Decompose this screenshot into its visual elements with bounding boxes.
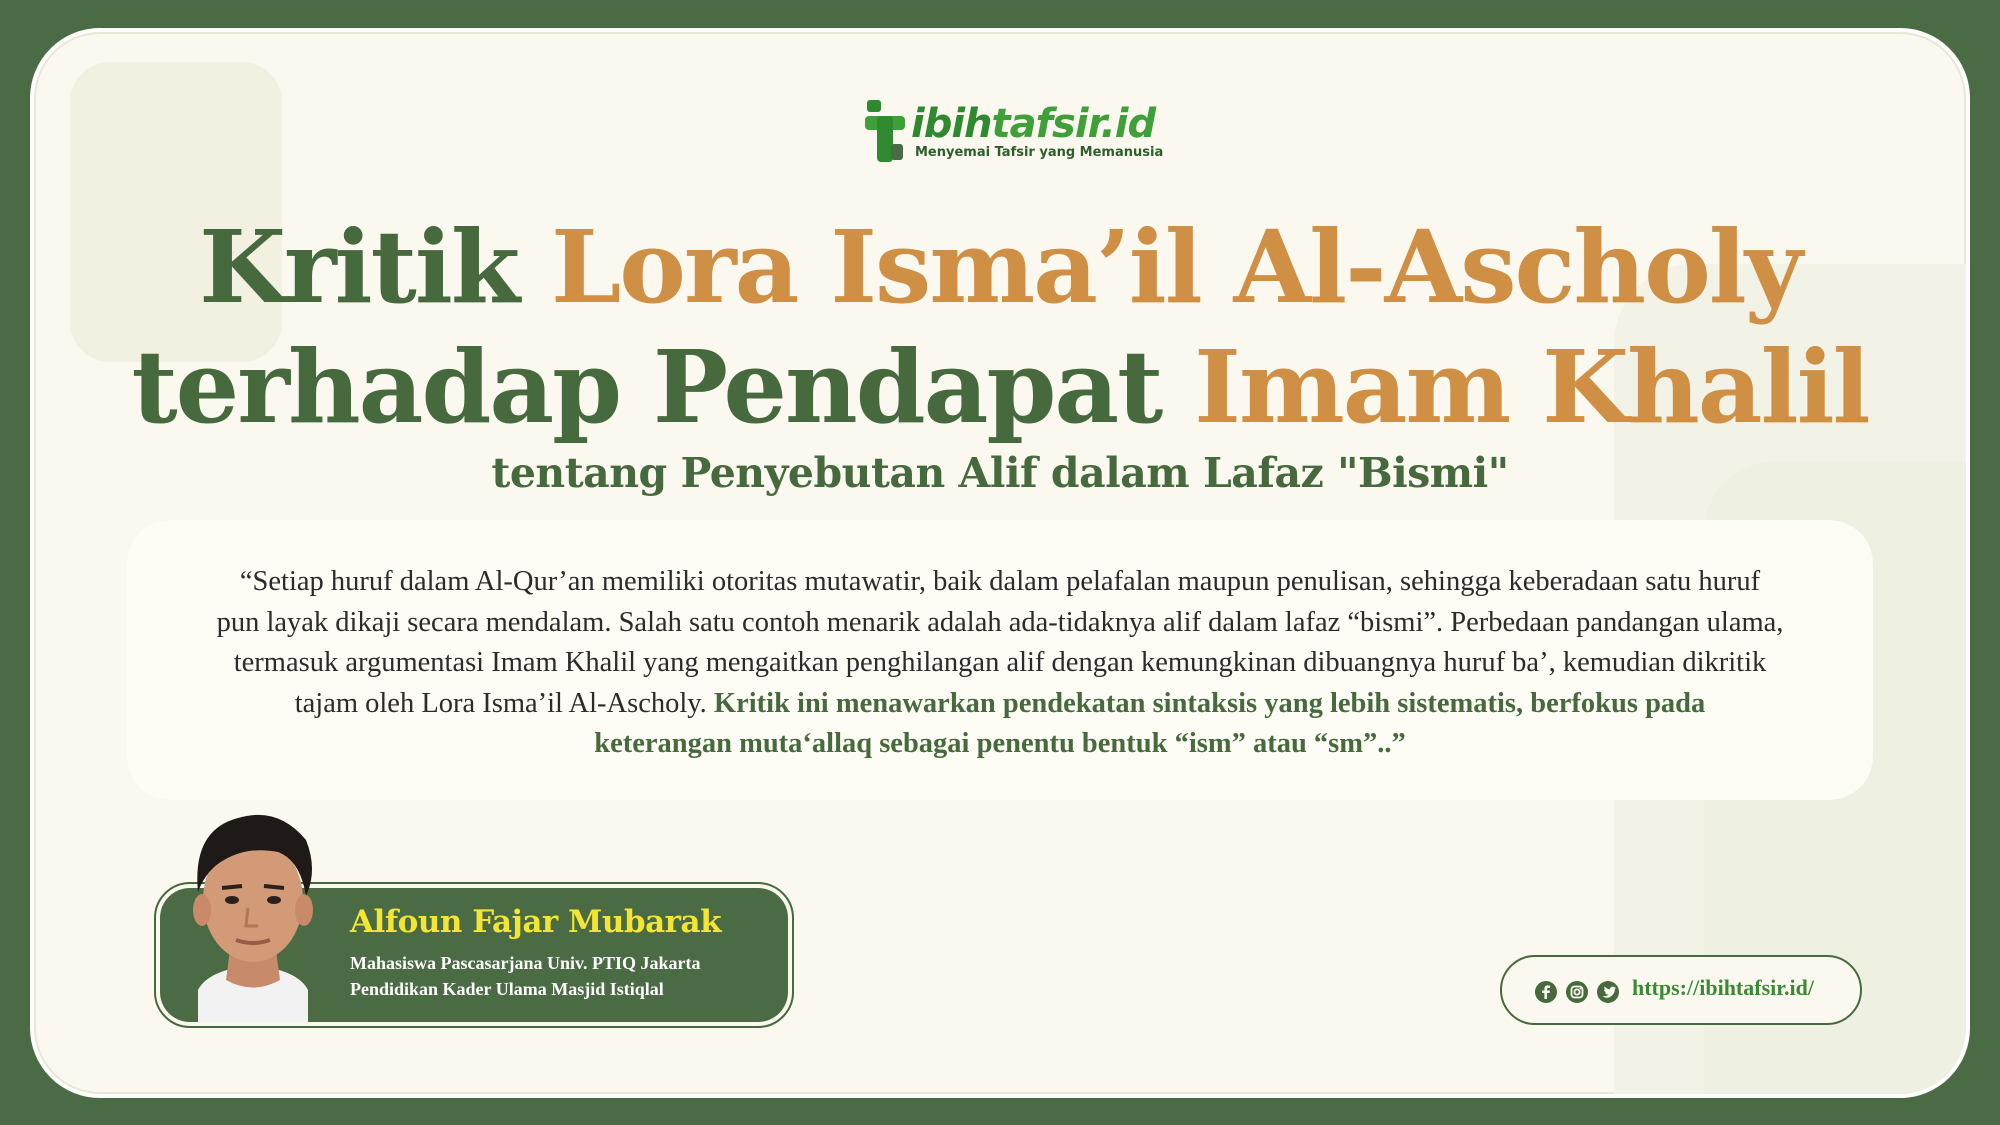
author-avatar xyxy=(168,800,338,1022)
headline-line1-green: Kritik xyxy=(199,208,551,326)
instagram-icon[interactable] xyxy=(1566,981,1588,1003)
headline-subtitle: tentang Penyebutan Alif dalam Lafaz "Bismi" xyxy=(491,449,1509,497)
website-link[interactable]: https://ibihtafsir.id/ xyxy=(1632,975,1814,1000)
brand-logo[interactable] xyxy=(865,98,1164,168)
brand-wordmark xyxy=(911,102,1155,146)
headline-line1-orange: Lora Isma’il Al-Ascholy xyxy=(550,208,1801,326)
facebook-icon[interactable] xyxy=(1535,981,1557,1003)
quote-line: “Setiap huruf dalam Al-Qur’an memiliki otoritas mutawatir, baik dalam pelafalan maupun penulisan, sehingga keberadaan satu huruf xyxy=(239,566,1761,597)
brand-name-part1: ibih xyxy=(911,101,992,147)
quote-line: termasuk argumentasi Imam Khalil yang mengaitkan penghilangan alif dengan kemungkinan dibuangnya huruf ba’, kemudian dikritik xyxy=(233,647,1767,678)
headline-line-2 xyxy=(0,328,2000,446)
quote-text xyxy=(150,562,1850,765)
quote-line: tajam oleh Lora Isma’il Al-Ascholy. xyxy=(294,687,714,719)
quote-highlight-line: Kritik ini menawarkan pendekatan sintaksis yang lebih sistematis, berfokus pada xyxy=(713,687,1706,719)
quote-highlight-line: keterangan muta‘allaq sebagai penentu bentuk “ism” atau “sm”..” xyxy=(594,728,1406,759)
author-role: Pendidikan Kader Ulama Masjid Istiqlal xyxy=(350,979,664,999)
social-links-pill xyxy=(1500,955,1862,1025)
brand-name-part2: tafsir.id xyxy=(991,101,1156,147)
ibihtafsir-logo-mark-icon xyxy=(865,98,905,164)
author-role: Mahasiswa Pascasarjana Univ. PTIQ Jakarta xyxy=(350,953,701,973)
headline-line2-orange: Imam Khalil xyxy=(1194,328,1869,446)
quote-line: pun layak dikaji secara mendalam. Salah satu contoh menarik adalah ada-tidaknya alif dalam lafaz “bismi”. Perbedaan pandangan ulama, xyxy=(216,606,1784,638)
twitter-icon[interactable] xyxy=(1597,981,1619,1003)
headline-line-1 xyxy=(0,208,2000,326)
author-name: Alfoun Fajar Mubarak xyxy=(350,904,722,940)
brand-tagline: Menyemai Tafsir yang Memanusia xyxy=(915,145,1164,160)
headline-line2-green: terhadap Pendapat xyxy=(131,328,1195,446)
